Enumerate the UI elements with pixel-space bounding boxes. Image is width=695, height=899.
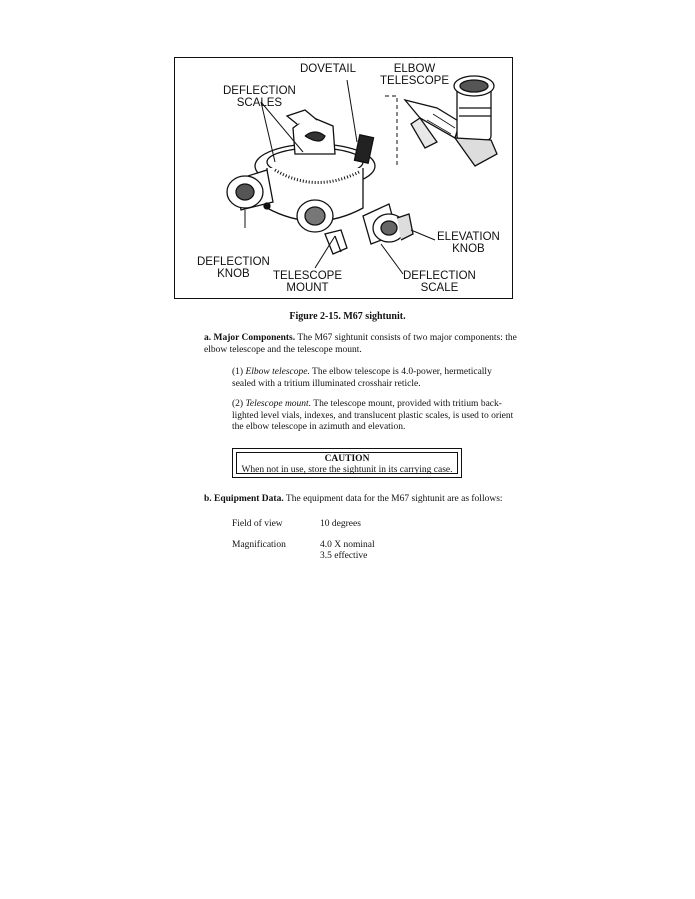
label-telescope-mount: TELESCOPE MOUNT	[273, 270, 343, 294]
caution-text: When not in use, store the sightunit in its carrying case.	[241, 464, 453, 475]
section-b-text: The equipment data for the M67 sightunit are as follows:	[283, 494, 503, 504]
label-deflection-scales: DEFLECTION SCALES	[223, 85, 296, 109]
caution-title: CAUTION	[324, 454, 370, 464]
section-a-text: The M67 sightunit consists of two major components: the elbow telescope and the telescope mount.	[204, 333, 517, 355]
data-row-magnification-value2: 3.5 effective	[320, 551, 368, 561]
data-row-field-of-view-label: Field of view	[232, 519, 283, 529]
label-deflection-knob: DEFLECTION KNOB	[197, 256, 270, 280]
item2-number: (2)	[232, 399, 246, 409]
item2-text: The telescope mount, provided with tritium back-lighted level vials, indexes, and translucent plastic scales, is used to orient the elbow telescope in azimuth and elevation.	[232, 399, 514, 432]
item2-paragraph	[232, 399, 522, 434]
item1-text: The elbow telescope is 4.0-power, hermetically sealed with a tritium illuminated crosshair reticle.	[232, 367, 492, 389]
figure-caption: Figure 2-15. M67 sightunit.	[289, 311, 406, 322]
item1-paragraph	[232, 367, 507, 390]
label-deflection-scale: DEFLECTION SCALE	[403, 270, 476, 294]
label-elbow-telescope: ELBOW TELESCOPE	[380, 63, 450, 87]
figure-frame	[174, 57, 513, 299]
section-b-heading: b. Equipment Data.	[204, 494, 284, 504]
item1-title: Elbow telescope.	[245, 367, 310, 377]
caution-box	[232, 448, 462, 478]
label-elevation-knob: ELEVATION KNOB	[437, 231, 500, 255]
item1-number: (1)	[232, 367, 246, 377]
data-row-field-of-view-value: 10 degrees	[320, 519, 361, 529]
caution-inner-box	[236, 452, 458, 474]
data-row-magnification-label: Magnification	[232, 540, 286, 550]
item2-title: Telescope mount.	[245, 399, 312, 409]
data-row-magnification-value: 4.0 X nominal	[320, 540, 375, 550]
section-a-paragraph	[204, 333, 529, 356]
section-a-heading: a. Major Components.	[204, 333, 296, 343]
label-dovetail: DOVETAIL	[300, 63, 357, 75]
telescope-mount-drawing	[227, 110, 413, 254]
section-b-paragraph	[204, 494, 529, 506]
elbow-telescope-drawing	[405, 76, 497, 166]
